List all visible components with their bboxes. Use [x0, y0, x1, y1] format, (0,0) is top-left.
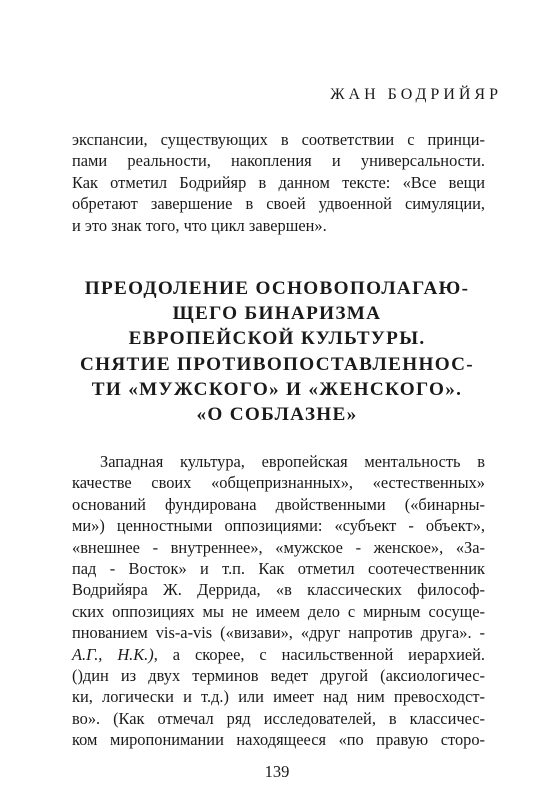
author-initials: А.Г., Н.К.) [72, 644, 154, 664]
text-line-content: Западная культура, европейская ментальность в [100, 452, 485, 471]
text-line: Водрийяра Ж. Деррида, «в классических философ- [72, 580, 485, 600]
heading-line: «О СОБЛАЗНЕ» [196, 404, 358, 426]
text-line: пнованием vis-a-vis («визави», «друг напротив друга». - [72, 623, 485, 643]
heading-line: ЩЕГО БИНАРИЗМА [172, 303, 382, 325]
text-line: ских оппозициях мы не имеем дело с мирным сосуще- [72, 601, 485, 621]
text-line: Как отметил Бодрийяр в данном тексте: «Все вещи [72, 172, 485, 192]
running-head: ЖАН БОДРИЙЯР [330, 86, 502, 103]
text-line: обретают завершение в своей удвоенной симуляции, [72, 194, 485, 214]
heading-line: ТИ «МУЖСКОГО» И «ЖЕНСКОГО». [91, 378, 463, 400]
text-line: пад - Восток» и т.п. Как отметил соотечественник [72, 559, 485, 579]
text-line: и это знак того, что цикл завершен». [72, 215, 327, 235]
text-line: ()дин из двух терминов ведет другой (аксиологичес- [72, 666, 485, 686]
text-line: «внешнее - внутреннее», «мужское - женское», «За- [72, 537, 485, 557]
text-line: экспансии, существующих в соответствии с принци- [72, 130, 485, 149]
heading-line: ПРЕОДОЛЕНИЕ ОСНОВОПОЛАГАЮ- [84, 278, 470, 299]
body-paragraph [72, 451, 485, 751]
heading-line: ЕВРОПЕЙСКОЙ КУЛЬТУРЫ. [128, 328, 426, 350]
page-number: 139 [264, 762, 290, 781]
text-line: оснований фундирована двойственными («бинарны- [72, 494, 485, 514]
lead-paragraph [72, 129, 485, 236]
text-line: А.Г., Н.К.), а скорее, с насильственной иерархией. [72, 644, 486, 664]
text-line: ком миропонимании находящееся «по правую сторо- [72, 730, 485, 750]
text-line-first [72, 451, 485, 472]
text-line: пами реальности, накопления и универсальности. [72, 151, 485, 171]
text-line: качестве своих «общепризнанных», «естественных» [72, 473, 485, 493]
section-heading [40, 276, 514, 427]
text-line: ки, логически и т.д.) или имеет над ним превосходст- [72, 687, 485, 707]
heading-line: СНЯТИЕ ПРОТИВОПОСТАВЛЕННОС- [79, 353, 474, 375]
text-line: во». (Как отмечал ряд исследователей, в классичес- [72, 708, 485, 728]
text-line: ми») ценностными оппозициями: «субъект - объект», [72, 516, 485, 536]
